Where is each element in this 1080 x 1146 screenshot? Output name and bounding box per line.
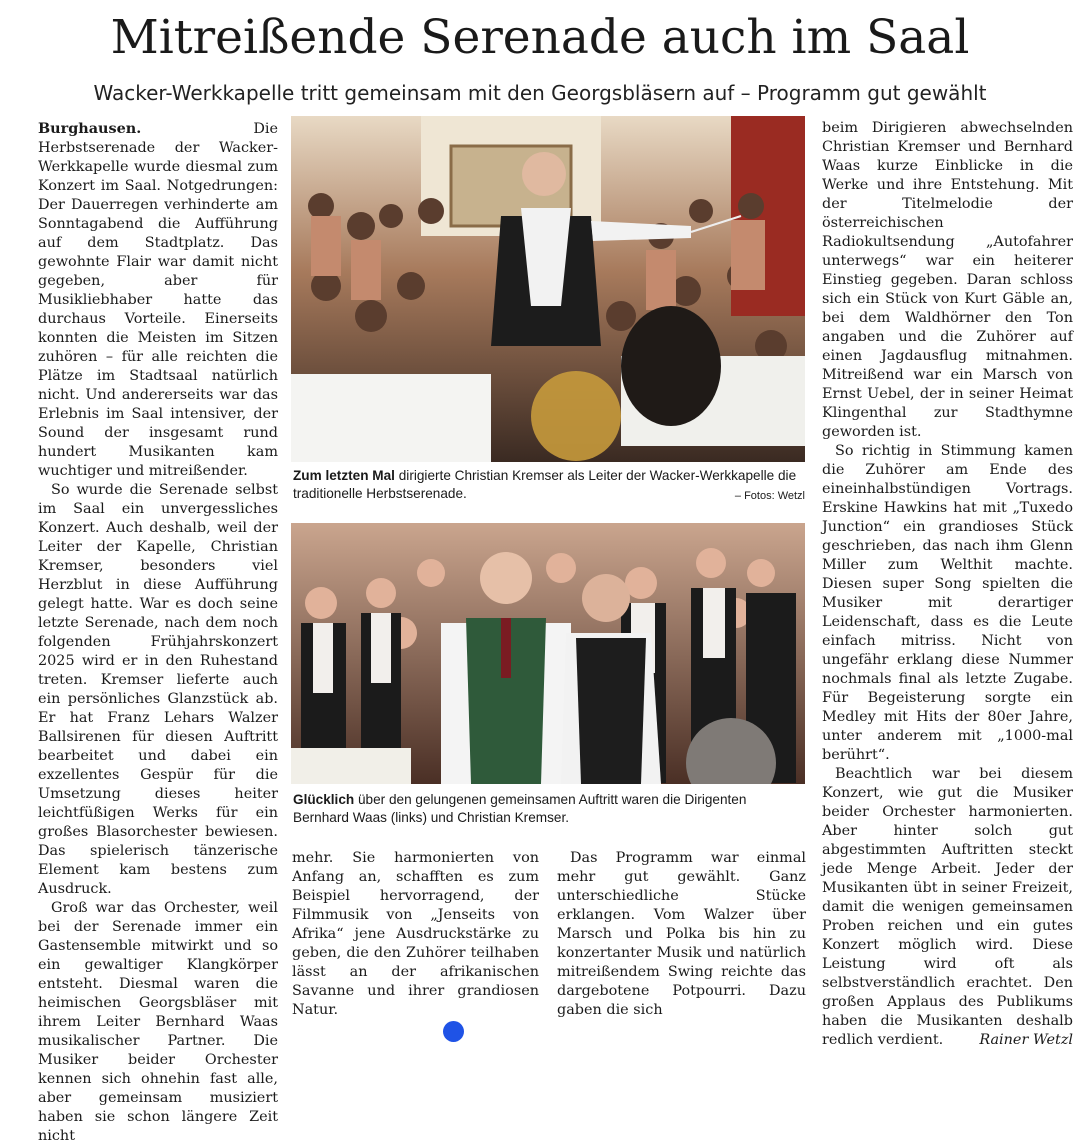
page-indicator-dot[interactable] <box>443 1021 464 1042</box>
photo-credit: – Fotos: Wetzl <box>734 490 805 502</box>
paragraph <box>38 119 278 481</box>
caption-photo-2 <box>293 791 805 827</box>
article-column-2 <box>292 849 539 1020</box>
paragraph: So wurde die Serenade selbst im Saal ein unvergessliches Konzert. Auch deshalb, weil der Leiter der Kapelle, Christian Kremser, besonders viel Herzblut in diese Aufführung gelegt hatte. War es doch seine letzte Serenade, nach dem noch folgenden Frühjahrskonzert 2025 wird er in den Ruhestand treten. Kremser lieferte auch ein persönliches Glanzstück ab. Er hat Franz Lehars Walzer Ballsirenen für diesen Auftritt bearbeitet und dabei ein exzellentes Gespür für die Umsetzung dieses heiter leichtfüßigen Werks für ein großes Blasorchester bewiesen. Das spielerisch tänzerische Element kam bestens zum Ausdruck. <box>38 482 278 897</box>
photo-two-conductors-image <box>291 523 805 784</box>
article-column-3 <box>557 849 806 1020</box>
dateline: Burghausen. <box>38 120 142 137</box>
paragraph: mehr. Sie harmonierten von Anfang an, schafften es zum Beispiel hervorragend, der Filmmusik von „Jenseits von Afrika“ jene Ausdruckstärke zu geben, die den Zuhörer teilhaben lässt an der afrikanischen Savanne und ihrer grandiosen Natur. <box>292 850 539 1018</box>
caption-text: dirigierte Christian Kremser als Leiter der Wacker-Werkkapelle die traditionelle Herbstserenade. <box>293 468 797 501</box>
paragraph-text: Die Herbstserenade der Wacker-Werkkapelle wurde diesmal zum Konzert im Saal. Notgedrungen: Der Dauerregen verhinderte am Sonntagabend die Aufführung auf dem Stadtplatz. Das gewohnte Flair war damit nicht gegeben, aber für Musikliebhaber hatte das durchaus Vorteile. Einerseits konnten die Meisten im Sitzen zuhören – für alle reichten die Plätze im Stadtsaal natürlich nicht. Und andererseits war das Erlebnis im Saal intensiver, der Sound der insgesamt rund hundert Musikanten kam wuchtiger und mitreißender. <box>38 121 278 479</box>
caption-text: über den gelungenen gemeinsamen Auftritt waren die Dirigenten Bernhard Waas (links) und Christian Kremser. <box>293 792 747 825</box>
paragraph: Groß war das Orchester, weil bei der Serenade immer ein Gastensemble mitwirkt und so ein gewaltiger Klangkörper entsteht. Diesmal waren die heimischen Georgsbläser mit ihrem Leiter Bernhard Waas musikalischer Partner. Die Musiker beider Orchester kennen sich ohnehin fast alle, aber gemeinsam musiziert haben sie schon längere Zeit nicht <box>38 900 278 1144</box>
subheadline: Wacker-Werkkapelle tritt gemeinsam mit den Georgsbläsern auf – Programm gut gewählt <box>93 81 987 105</box>
article-column-1 <box>38 119 278 1146</box>
photo-two-conductors <box>291 523 805 784</box>
author-byline: Rainer Wetzl <box>979 1032 1073 1048</box>
caption-lead: Zum letzten Mal <box>293 468 395 483</box>
paragraph: beim Dirigieren abwechselnden Christian Kremser und Bernhard Waas kurze Einblicke in die Werke und ihre Entstehung. Mit der Titelmelodie der österreichischen Radiokultsendung „Autofahrer unterwegs“ war ein heiterer Einstieg gegeben. Daran schloss sich ein Stück von Kurt Gäble an, bei dem Waldhörner den Ton angaben und die Zuhörer auf einen Jagdausflug mitnahmen. Mitreißend war ein Marsch von Ernst Uebel, der in seiner Heimat Klingenthal zur Stadthymne geworden ist. <box>822 120 1073 440</box>
photo-conductor-image <box>291 116 805 462</box>
article-column-4 <box>822 119 1073 1050</box>
paragraph: Das Programm war einmal mehr gut gewählt. Ganz unterschiedliche Stücke erklangen. Vom Walzer über Marsch und Polka bis hin zu konzertanter Musik und natürlich mitreißendem Swing reichte das dargebotene Potpourri. Dazu gaben die sich <box>557 850 806 1018</box>
photo-conductor <box>291 116 805 462</box>
caption-lead: Glücklich <box>293 792 355 807</box>
headline: Mitreißende Serenade auch im Saal <box>110 10 970 65</box>
paragraph: So richtig in Stimmung kamen die Zuhörer am Ende des eineinhalbstündigen Vortrags. Erskine Hawkins hat mit „Tuxedo Junction“ ein grandioses Stück geschrieben, das nach ihm Glenn Miller zum Welthit machte. Diesen super Song spielten die Musiker mit derartiger Leidenschaft, dass es die Leute einfach mitriss. Nicht von ungefähr erklang diese Nummer nochmals final als letzte Zugabe. Für Begeisterung sorgte ein Medley mit Hits der 80er Jahre, unter anderem mit „1000-mal berührt“. <box>822 443 1073 763</box>
caption-photo-1 <box>293 467 805 505</box>
paragraph-text: Beachtlich war bei diesem Konzert, wie gut die Musiker beider Orchester harmonierten. Aber hinter solch gut abgestimmten Auftritten steckt jede Menge Arbeit. Jeder der Musikanten übt in seiner Freizeit, damit die wenigen gemeinsamen Proben reichen und ein gutes Konzert möglich wird. Diese Leistung wird oft als selbstverständlich erachtet. Den großen Applaus des Publikums haben die Musikanten deshalb redlich verdient. <box>822 766 1073 1048</box>
paragraph <box>822 765 1073 1050</box>
